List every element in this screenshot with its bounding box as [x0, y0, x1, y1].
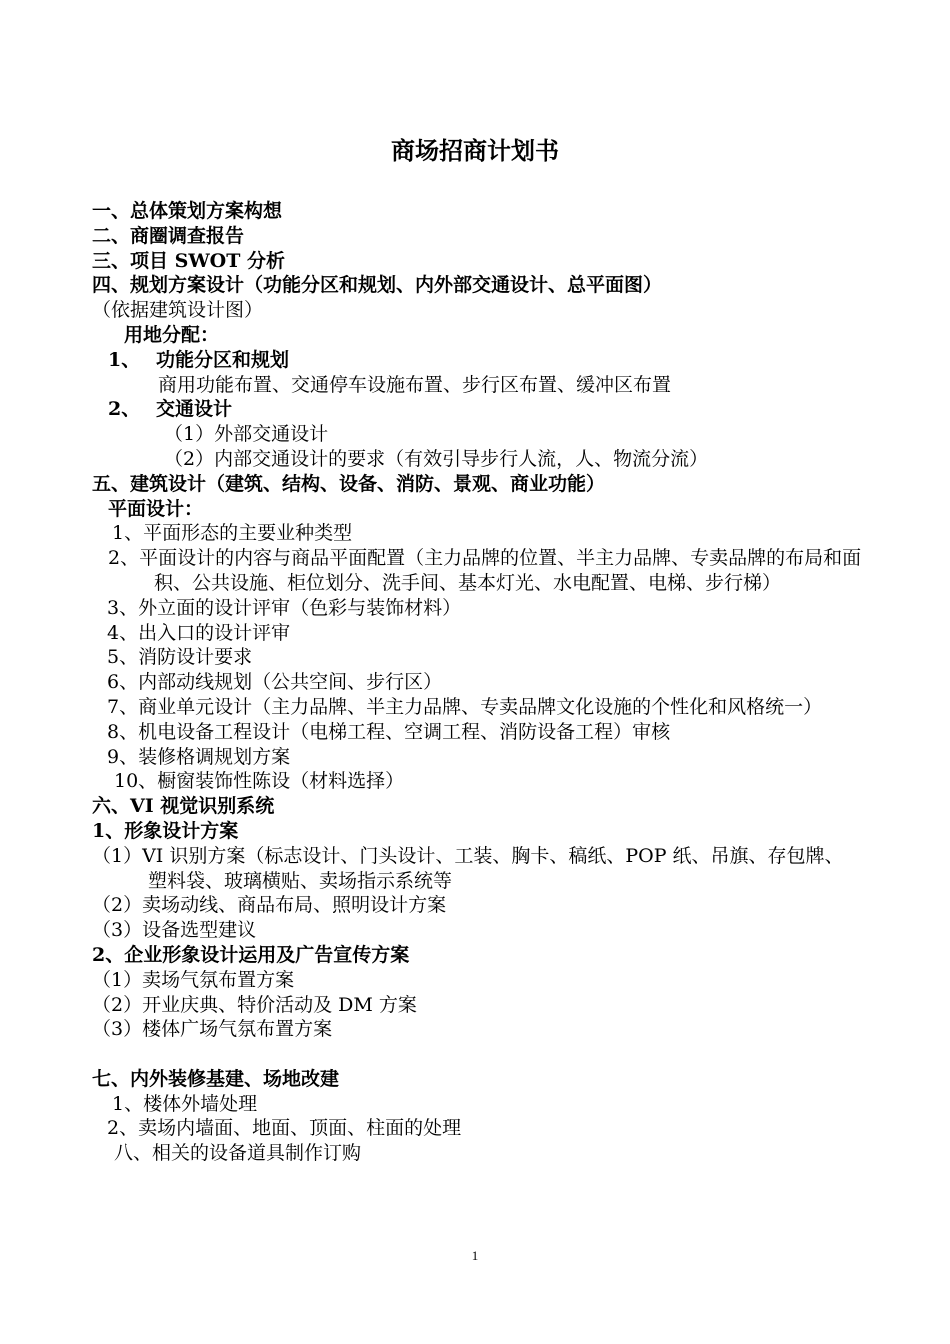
renovation-item-1: 1、楼体外墙处理 [112, 1092, 258, 1115]
page-number: 1 [471, 1248, 479, 1263]
vi-item-1c: （3）设备选型建议 [92, 919, 257, 942]
subsection-1-title: 功能分区和规划 [156, 348, 290, 371]
section-heading-2: 二、商圈调查报告 [92, 224, 245, 247]
section-heading-8: 八、相关的设备道具制作订购 [114, 1142, 362, 1165]
vi-subheading-1: 1、形象设计方案 [92, 819, 239, 842]
plan-item-9: 9、装修格调规划方案 [107, 745, 291, 768]
plan-item-3: 3、外立面的设计评审（色彩与装饰材料） [107, 596, 462, 619]
renovation-item-2: 2、卖场内墙面、地面、顶面、柱面的处理 [107, 1117, 462, 1140]
subsection-2-title: 交通设计 [156, 398, 233, 421]
section-heading-6: 六、VI 视觉识别系统 [92, 795, 275, 818]
vi-item-1b: （2）卖场动线、商品布局、照明设计方案 [92, 894, 447, 917]
plan-item-8: 8、机电设备工程设计（电梯工程、空调工程、消防设备工程）审核 [107, 720, 671, 743]
plan-design-label: 平面设计： [108, 497, 204, 520]
document-body [92, 199, 862, 1166]
subsection-2-number: 2、 [108, 398, 141, 421]
section-heading-5: 五、建筑设计（建筑、结构、设备、消防、景观、商业功能） [92, 472, 606, 495]
plan-item-1: 1、平面形态的主要业种类型 [112, 522, 353, 545]
section-heading-7: 七、内外装修基建、场地改建 [92, 1067, 340, 1090]
vi-item-1a: （1）VI 识别方案（标志设计、门头设计、工装、胸卡、稿纸、POP 纸、吊旗、存包牌、塑料袋、玻璃横贴、卖场指示系统等 [92, 844, 844, 892]
section-heading-4-note: （依据建筑设计图） [92, 299, 264, 322]
plan-item-4: 4、出入口的设计评审 [107, 621, 291, 644]
subsection-2-heading [92, 397, 862, 422]
subsection-2-item-a: （1）外部交通设计 [164, 423, 329, 446]
vi-subheading-2: 2、企业形象设计运用及广告宣传方案 [92, 943, 410, 966]
land-allocation-label: 用地分配： [124, 323, 220, 346]
section-heading-4: 四、规划方案设计（功能分区和规划、内外部交通设计、总平面图） [92, 274, 663, 297]
vi-item-2c: （3）楼体广场气氛布置方案 [92, 1018, 333, 1041]
plan-item-2: 2、平面设计的内容与商品平面配置（主力品牌的位置、半主力品牌、专卖品牌的布局和面积、公共设施、柜位划分、洗手间、基本灯光、水电配置、电梯、步行梯） [108, 547, 862, 594]
section-heading-1: 一、总体策划方案构想 [92, 200, 283, 222]
vi-item-2b: （2）开业庆典、特价活动及 DM 方案 [92, 993, 417, 1016]
subsection-1-text: 商用功能布置、交通停车设施布置、步行区布置、缓冲区布置 [158, 373, 672, 396]
blank-line [92, 1042, 862, 1067]
plan-item-7: 7、商业单元设计（主力品牌、半主力品牌、专卖品牌文化设施的个性化和风格统一） [107, 695, 823, 718]
plan-item-10: 10、橱窗装饰性陈设（材料选择） [114, 770, 405, 793]
plan-item-6: 6、内部动线规划（公共空间、步行区） [107, 671, 443, 694]
vi-item-2a: （1）卖场气氛布置方案 [92, 968, 295, 991]
section-heading-4-block [92, 273, 862, 323]
subsection-1-heading [92, 348, 862, 373]
plan-item-5: 5、消防设计要求 [107, 646, 253, 669]
section-heading-3: 三、项目 SWOT 分析 [92, 249, 285, 272]
subsection-2-item-b: （2）内部交通设计的要求（有效引导步行人流，人、物流分流） [164, 447, 709, 470]
document-title: 商场招商计划书 [391, 136, 559, 165]
subsection-1-number: 1、 [108, 348, 141, 371]
